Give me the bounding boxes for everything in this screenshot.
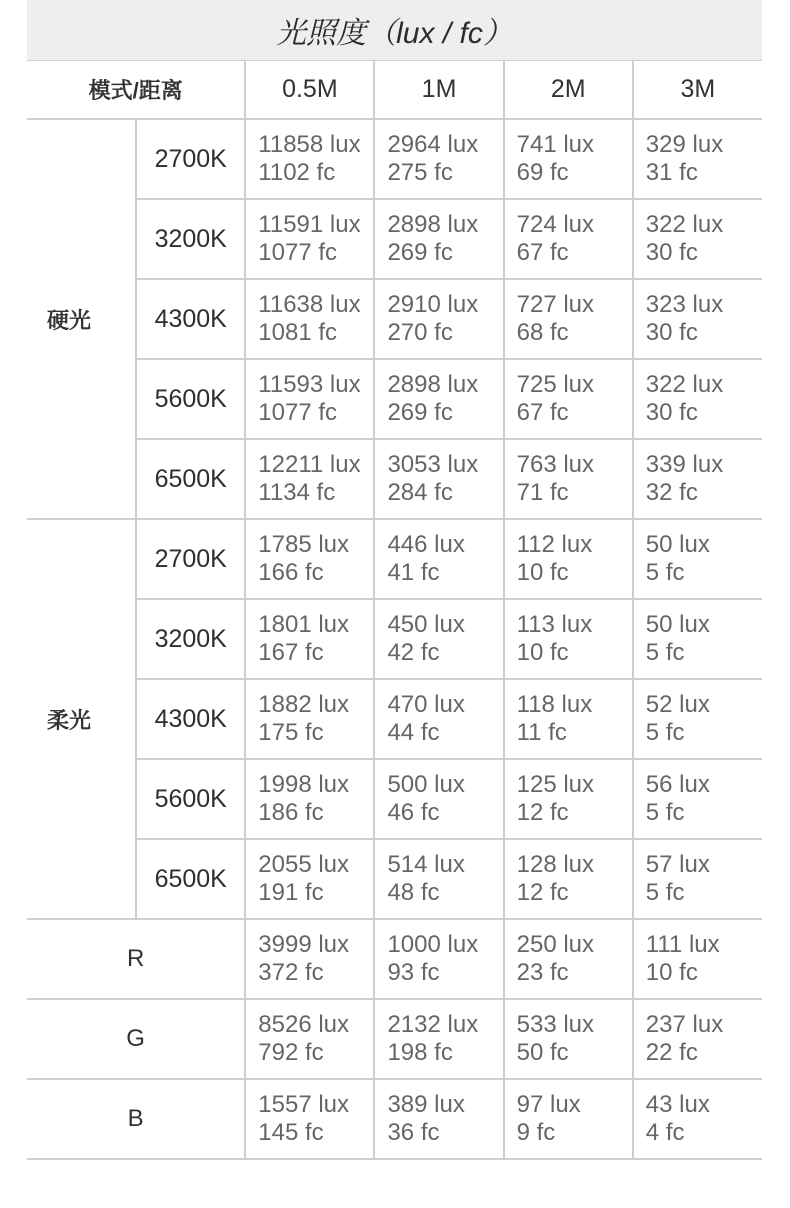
value-cell: [633, 439, 762, 519]
lux-value: 128 lux: [516, 851, 595, 878]
lux-value: 11591 lux: [258, 211, 361, 238]
table-row: [27, 199, 762, 279]
value-cell: [245, 759, 374, 839]
color-temp-label: 3200K: [136, 599, 245, 679]
mode-distance-header: 模式/距离: [27, 60, 245, 119]
fc-value: 12 fc: [516, 879, 569, 906]
lux-value: 2910 lux: [387, 291, 479, 318]
fc-value: 42 fc: [387, 639, 440, 666]
fc-value: 792 fc: [258, 1039, 324, 1066]
fc-value: 22 fc: [645, 1039, 698, 1066]
fc-value: 198 fc: [387, 1039, 453, 1066]
lux-value: 470 lux: [387, 691, 465, 718]
fc-value: 186 fc: [258, 799, 324, 826]
value-cell: [633, 999, 762, 1079]
value-cell: [245, 1079, 374, 1159]
lux-value: 250 lux: [516, 931, 595, 958]
table-row: [27, 759, 762, 839]
value-cell: [633, 919, 762, 999]
fc-value: 48 fc: [387, 879, 440, 906]
lux-value: 2055 lux: [258, 851, 350, 878]
fc-value: 269 fc: [387, 399, 453, 426]
lux-value: 727 lux: [516, 291, 595, 318]
fc-value: 269 fc: [387, 239, 453, 266]
fc-value: 41 fc: [387, 559, 440, 586]
lux-value: 446 lux: [387, 531, 465, 558]
lux-value: 113 lux: [516, 611, 593, 638]
value-cell: [633, 599, 762, 679]
fc-value: 372 fc: [258, 959, 324, 986]
value-cell: [504, 599, 633, 679]
fc-value: 1134 fc: [258, 479, 336, 506]
table-row: [27, 359, 762, 439]
value-cell: [245, 839, 374, 919]
lux-value: 50 lux: [645, 611, 710, 638]
value-cell: [504, 679, 633, 759]
fc-value: 71 fc: [516, 479, 569, 506]
mode-label: 硬光: [27, 119, 136, 519]
value-cell: [374, 439, 503, 519]
lux-value: 741 lux: [516, 131, 595, 158]
fc-value: 175 fc: [258, 719, 324, 746]
value-cell: [504, 199, 633, 279]
lux-value: 1000 lux: [387, 931, 479, 958]
table-title: 光照度（lux / fc）: [27, 0, 762, 61]
fc-value: 5 fc: [645, 799, 685, 826]
lux-value: 323 lux: [645, 291, 724, 318]
fc-value: 5 fc: [645, 719, 685, 746]
lux-value: 8526 lux: [258, 1011, 350, 1038]
fc-value: 1081 fc: [258, 319, 338, 346]
lux-value: 1998 lux: [258, 771, 350, 798]
lux-value: 1557 lux: [258, 1091, 350, 1118]
lux-value: 2898 lux: [387, 371, 479, 398]
fc-value: 44 fc: [387, 719, 440, 746]
color-temp-label: 4300K: [136, 679, 245, 759]
value-cell: [504, 1079, 633, 1159]
value-cell: [374, 919, 503, 999]
value-cell: [374, 359, 503, 439]
value-cell: [633, 519, 762, 599]
lux-value: 43 lux: [645, 1091, 710, 1118]
value-cell: [245, 599, 374, 679]
fc-value: 167 fc: [258, 639, 324, 666]
fc-value: 284 fc: [387, 479, 453, 506]
color-temp-label: 6500K: [136, 439, 245, 519]
lux-value: 11638 lux: [258, 291, 361, 318]
color-temp-label: 3200K: [136, 199, 245, 279]
lux-value: 11593 lux: [258, 371, 361, 398]
rgb-mode-label: G: [27, 999, 245, 1079]
fc-value: 1077 fc: [258, 239, 338, 266]
value-cell: [374, 679, 503, 759]
color-temp-label: 5600K: [136, 759, 245, 839]
rgb-mode-label: B: [27, 1079, 245, 1159]
fc-value: 275 fc: [387, 159, 453, 186]
fc-value: 50 fc: [516, 1039, 569, 1066]
lux-value: 2898 lux: [387, 211, 479, 238]
lux-value: 1801 lux: [258, 611, 350, 638]
fc-value: 10 fc: [645, 959, 698, 986]
table-row: [27, 439, 762, 519]
illuminance-table: [27, 60, 762, 1160]
value-cell: [245, 919, 374, 999]
fc-value: 32 fc: [645, 479, 698, 506]
fc-value: 67 fc: [516, 399, 569, 426]
lux-value: 500 lux: [387, 771, 465, 798]
lux-value: 1785 lux: [258, 531, 350, 558]
distance-header: 0.5M: [245, 60, 374, 119]
value-cell: [374, 1079, 503, 1159]
lux-value: 12211 lux: [258, 451, 361, 478]
lux-value: 3999 lux: [258, 931, 350, 958]
lux-value: 97 lux: [516, 1091, 581, 1118]
value-cell: [374, 999, 503, 1079]
value-cell: [245, 999, 374, 1079]
fc-value: 12 fc: [516, 799, 569, 826]
table-row: [27, 919, 762, 999]
lux-value: 112 lux: [516, 531, 593, 558]
fc-value: 30 fc: [645, 319, 698, 346]
fc-value: 67 fc: [516, 239, 569, 266]
lux-value: 763 lux: [516, 451, 595, 478]
lux-value: 11858 lux: [258, 131, 361, 158]
color-temp-label: 2700K: [136, 519, 245, 599]
color-temp-label: 5600K: [136, 359, 245, 439]
value-cell: [633, 199, 762, 279]
distance-header: 1M: [374, 60, 503, 119]
table-row: [27, 1079, 762, 1159]
fc-value: 10 fc: [516, 639, 569, 666]
fc-value: 30 fc: [645, 399, 698, 426]
fc-value: 10 fc: [516, 559, 569, 586]
lux-value: 52 lux: [645, 691, 710, 718]
value-cell: [245, 519, 374, 599]
fc-value: 5 fc: [645, 559, 685, 586]
value-cell: [245, 359, 374, 439]
fc-value: 4 fc: [645, 1119, 685, 1146]
lux-value: 1882 lux: [258, 691, 350, 718]
distance-header: 2M: [504, 60, 633, 119]
fc-value: 31 fc: [645, 159, 698, 186]
lux-value: 125 lux: [516, 771, 595, 798]
value-cell: [374, 279, 503, 359]
lux-value: 57 lux: [645, 851, 710, 878]
value-cell: [245, 119, 374, 199]
lux-value: 3053 lux: [387, 451, 479, 478]
value-cell: [374, 839, 503, 919]
value-cell: [633, 119, 762, 199]
table-row: [27, 999, 762, 1079]
lux-value: 514 lux: [387, 851, 465, 878]
fc-value: 36 fc: [387, 1119, 440, 1146]
fc-value: 145 fc: [258, 1119, 324, 1146]
color-temp-label: 6500K: [136, 839, 245, 919]
fc-value: 30 fc: [645, 239, 698, 266]
value-cell: [504, 839, 633, 919]
value-cell: [504, 999, 633, 1079]
table-row: [27, 599, 762, 679]
lux-value: 237 lux: [645, 1011, 724, 1038]
color-temp-label: 2700K: [136, 119, 245, 199]
value-cell: [374, 119, 503, 199]
lux-value: 50 lux: [645, 531, 710, 558]
value-cell: [633, 1079, 762, 1159]
fc-value: 9 fc: [516, 1119, 556, 1146]
color-temp-label: 4300K: [136, 279, 245, 359]
value-cell: [245, 679, 374, 759]
lux-value: 725 lux: [516, 371, 595, 398]
value-cell: [633, 759, 762, 839]
distance-header: 3M: [633, 60, 762, 119]
fc-value: 11 fc: [516, 719, 567, 746]
lux-value: 329 lux: [645, 131, 724, 158]
value-cell: [504, 519, 633, 599]
table-row: [27, 279, 762, 359]
lux-value: 450 lux: [387, 611, 465, 638]
value-cell: [633, 279, 762, 359]
fc-value: 1077 fc: [258, 399, 338, 426]
value-cell: [633, 359, 762, 439]
table-row: [27, 519, 762, 599]
fc-value: 5 fc: [645, 639, 685, 666]
value-cell: [245, 439, 374, 519]
value-cell: [633, 839, 762, 919]
value-cell: [504, 359, 633, 439]
lux-value: 533 lux: [516, 1011, 595, 1038]
lux-value: 118 lux: [516, 691, 593, 718]
lux-value: 111 lux: [645, 931, 720, 958]
lux-value: 322 lux: [645, 211, 724, 238]
fc-value: 1102 fc: [258, 159, 336, 186]
fc-value: 270 fc: [387, 319, 453, 346]
fc-value: 93 fc: [387, 959, 440, 986]
fc-value: 191 fc: [258, 879, 324, 906]
fc-value: 166 fc: [258, 559, 324, 586]
lux-value: 339 lux: [645, 451, 724, 478]
value-cell: [504, 759, 633, 839]
lux-value: 2964 lux: [387, 131, 479, 158]
value-cell: [245, 279, 374, 359]
lux-value: 322 lux: [645, 371, 724, 398]
value-cell: [504, 919, 633, 999]
fc-value: 69 fc: [516, 159, 569, 186]
value-cell: [374, 199, 503, 279]
lux-value: 724 lux: [516, 211, 595, 238]
fc-value: 23 fc: [516, 959, 569, 986]
mode-label: 柔光: [27, 519, 136, 919]
value-cell: [504, 439, 633, 519]
fc-value: 68 fc: [516, 319, 569, 346]
value-cell: [504, 119, 633, 199]
lux-value: 389 lux: [387, 1091, 465, 1118]
header-row: [27, 60, 762, 119]
table-row: [27, 679, 762, 759]
value-cell: [374, 599, 503, 679]
value-cell: [633, 679, 762, 759]
value-cell: [245, 199, 374, 279]
table-row: [27, 839, 762, 919]
value-cell: [504, 279, 633, 359]
fc-value: 46 fc: [387, 799, 440, 826]
lux-value: 56 lux: [645, 771, 710, 798]
rgb-mode-label: R: [27, 919, 245, 999]
fc-value: 5 fc: [645, 879, 685, 906]
lux-value: 2132 lux: [387, 1011, 479, 1038]
value-cell: [374, 519, 503, 599]
value-cell: [374, 759, 503, 839]
table-row: [27, 119, 762, 199]
